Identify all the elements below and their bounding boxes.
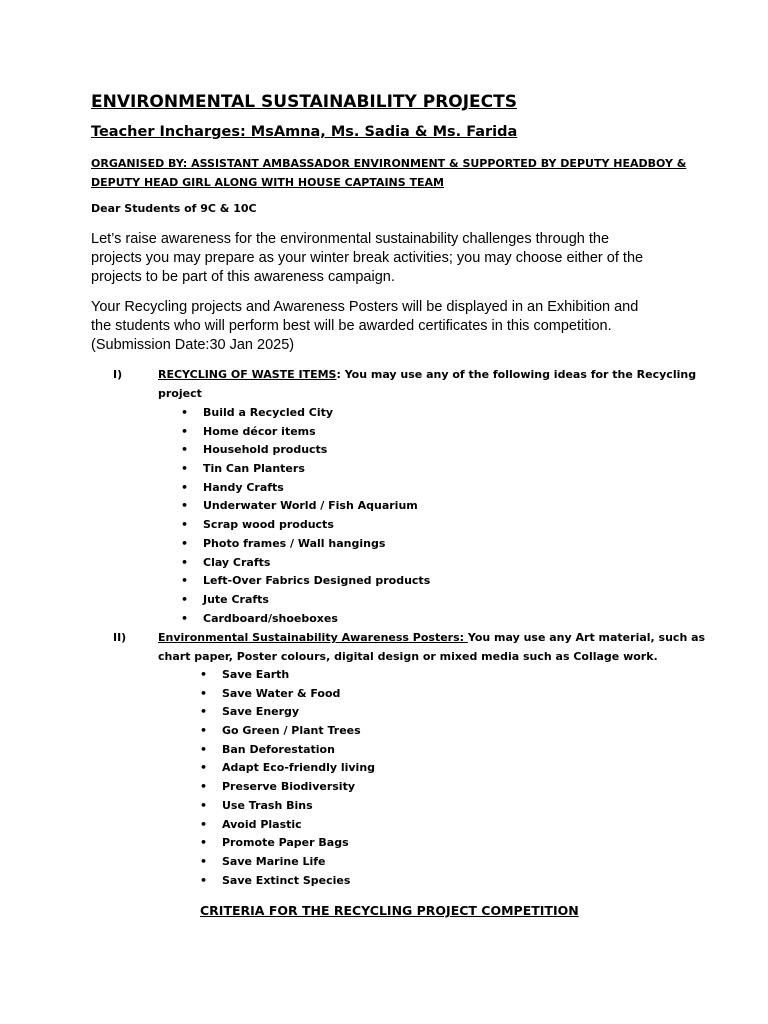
section-intro-line [158,366,697,385]
list-item-label: Save Energy [222,705,300,719]
bullet-icon: • [200,742,208,756]
organised-by-line: ORGANISED BY: ASSISTANT AMBASSADOR ENVIRONMENT & SUPPORTED BY DEPUTY HEADBOY & [91,157,687,170]
list-item [200,853,375,872]
paragraph-line: (Submission Date:30 Jan 2025) [91,337,295,353]
section-number: II) [113,631,127,644]
bullet-icon: • [200,761,208,775]
section-intro-text: You may use any Art material, such as [467,631,706,644]
list-item-label: Home décor items [203,424,316,438]
organised-by-line: DEPUTY HEAD GIRL ALONG WITH HOUSE CAPTAINS TEAM [91,176,444,189]
section-heading: RECYCLING OF WASTE ITEMS [158,368,337,381]
bullet-icon: • [200,686,208,700]
list-item-label: Save Earth [222,668,290,681]
list-item [181,404,430,423]
bullet-icon: • [181,499,189,513]
bullet-icon: • [200,817,208,831]
list-item-label: Tin Can Planters [203,462,305,476]
list-item-label: Save Water & Food [222,686,341,700]
list-item-label: Cardboard/shoeboxes [203,611,338,625]
list-item-label: Promote Paper Bags [222,836,349,850]
bullet-icon: • [181,462,189,476]
list-item-label: Jute Crafts [203,592,269,606]
bullet-icon: • [200,836,208,850]
list-item-label: Save Extinct Species [222,873,351,887]
criteria-heading: CRITERIA FOR THE RECYCLING PROJECT COMPETITION [200,903,579,918]
list-item-label: Left-Over Fabrics Designed products [203,574,431,588]
list-item-label: Scrap wood products [203,518,334,532]
bullet-icon: • [200,798,208,812]
bullet-icon: • [200,780,208,794]
list-item-label: Go Green / Plant Trees [222,724,361,738]
poster-themes-list [200,666,376,890]
paragraph-line: Your Recycling projects and Awareness Posters will be displayed in an Exhibition and [91,299,639,315]
list-item [181,497,430,516]
paragraph-line: the students who will perform best will be awarded certificates in this competition. [91,318,612,334]
list-item [181,554,430,573]
recycling-ideas-list [181,404,431,628]
bullet-icon: • [181,536,189,550]
list-item [200,797,375,816]
list-item [181,441,430,460]
list-item [181,479,430,498]
organised-by-note [91,154,687,192]
intro-paragraph [91,230,691,287]
list-item [181,610,430,629]
section-intro [158,629,706,667]
section-intro-line: chart paper, Poster colours, digital design or mixed media such as Collage work. [158,649,658,663]
paragraph-line: Let’s raise awareness for the environmental sustainability challenges through the [91,231,610,247]
list-item-label: Clay Crafts [203,555,271,569]
document-title: ENVIRONMENTAL SUSTAINABILITY PROJECTS [91,92,517,112]
list-item [200,685,375,704]
list-item-label: Ban Deforestation [222,742,335,756]
bullet-icon: • [181,592,189,606]
exhibition-paragraph [91,298,691,355]
bullet-icon: • [181,555,189,569]
section-intro [158,366,697,404]
list-item [181,516,430,535]
bullet-icon: • [200,854,208,868]
teacher-incharges: Teacher Incharges: MsAmna, Ms. Sadia & Ms. Farida [91,124,518,140]
list-item-label: Underwater World / Fish Aquarium [203,499,418,513]
greeting: Dear Students of 9C & 10C [91,202,257,215]
list-item-label: Photo frames / Wall hangings [203,536,386,550]
bullet-icon: • [181,518,189,532]
list-item-label: Handy Crafts [203,480,284,494]
list-item [200,834,375,853]
list-item [200,759,376,778]
bullet-icon: • [181,424,189,438]
list-item [200,778,375,797]
list-item [181,460,430,479]
paragraph-line: projects you may prepare as your winter break activities; you may choose either of the [91,250,644,266]
list-item [200,816,375,835]
list-item-label: Use Trash Bins [222,798,313,812]
bullet-icon: • [181,574,189,588]
bullet-icon: • [181,443,189,457]
list-item [200,722,375,741]
section-intro-line [158,629,706,648]
section-intro-line: project [158,386,202,400]
bullet-icon: • [181,611,189,625]
list-item-label: Save Marine Life [222,854,326,868]
section-intro-text: : You may use any of the following ideas for the Recycling [336,368,697,381]
bullet-icon: • [200,724,208,738]
list-item-label: Household products [203,443,328,457]
paragraph-line: projects to be part of this awareness campaign. [91,269,395,285]
bullet-icon: • [200,705,208,719]
bullet-icon: • [200,668,208,681]
list-item [181,535,430,554]
list-item [200,703,375,722]
list-item [200,872,375,891]
bullet-icon: • [200,873,208,887]
list-item-label: Avoid Plastic [222,817,302,831]
list-item-label: Preserve Biodiversity [222,780,355,794]
list-item [200,741,375,760]
bullet-icon: • [181,406,189,419]
bullet-icon: • [181,480,189,494]
section-number: I) [113,368,123,381]
list-item [181,591,430,610]
list-item-label: Build a Recycled City [203,406,334,419]
list-item [181,423,430,442]
list-item [181,572,431,591]
list-item-label: Adapt Eco-friendly living [222,761,376,775]
list-item [200,666,375,685]
section-heading: Environmental Sustainability Awareness Posters: [158,631,468,644]
